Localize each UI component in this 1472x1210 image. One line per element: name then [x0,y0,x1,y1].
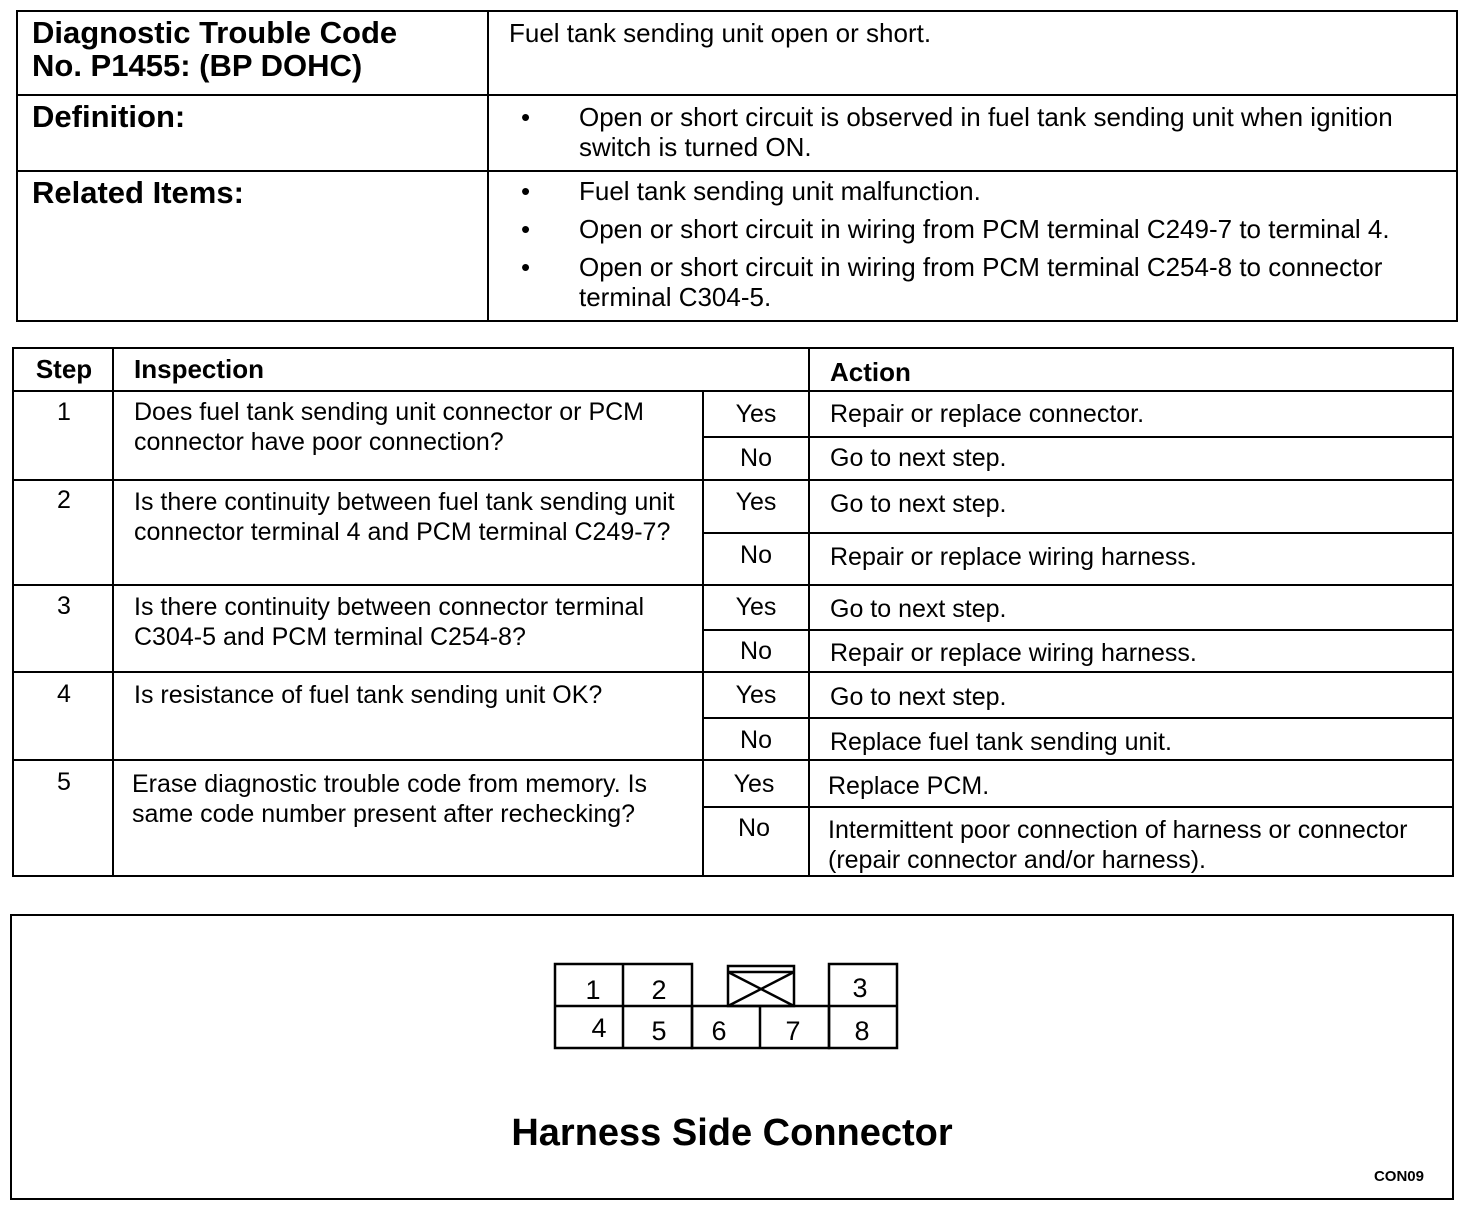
dtc-label-line2: No. P1455: (BP DOHC) [32,48,363,83]
related-items-label: Related Items: [18,172,489,320]
related-item [509,214,1456,244]
step-inspection: Is there continuity between connector terminal C304-5 and PCM terminal C254-8? [134,593,644,651]
step-inspection: Does fuel tank sending unit connector or PCM connector have poor connection? [134,398,644,456]
dtc-info-table [16,10,1458,322]
pin-6: 6 [711,1016,727,1046]
dtc-label-line1: Diagnostic Trouble Code [32,15,398,50]
no-label: No [740,637,772,665]
row-divider [14,584,1452,586]
yes-action: Go to next step. [830,490,1007,518]
yes-no-divider [704,436,1452,438]
yes-no-divider [704,532,1452,534]
yes-action: Go to next step. [830,683,1007,711]
step-inspection: Is resistance of fuel tank sending unit OK? [134,681,603,709]
dtc-row [18,12,1456,96]
related-item-text: Open or short circuit in wiring from PCM terminal C249-7 to terminal 4. [579,214,1390,244]
pin-2: 2 [651,975,667,1005]
header-divider [14,390,1452,392]
related-item-text: Open or short circuit in wiring from PCM terminal C254-8 to connector terminal C304-5. [579,252,1383,312]
no-action: Go to next step. [830,444,1007,472]
no-action: Repair or replace wiring harness. [830,543,1197,571]
step-inspection: Is there continuity between fuel tank sending unit connector terminal 4 and PCM terminal C249-7? [134,488,675,546]
yes-label: Yes [733,770,775,798]
related-item [509,176,1456,206]
step-number: 5 [57,768,71,796]
definition-value [489,96,1456,170]
step-number: 1 [57,398,71,426]
header-inspection: Inspection [134,354,265,384]
bullet-icon: • [521,252,531,282]
pin-1: 1 [585,975,601,1005]
header-step: Step [35,354,93,384]
yes-action: Repair or replace connector. [830,400,1145,428]
column-divider [808,349,810,875]
step-number: 3 [57,592,71,620]
diagram-code: CON09 [1373,1168,1424,1185]
no-label: No [740,541,772,569]
inspection-steps-table [12,347,1454,877]
connector-diagram [10,914,1454,1200]
pin-8: 8 [854,1016,870,1046]
yes-action: Replace PCM. [828,772,990,800]
no-action: Replace fuel tank sending unit. [830,728,1172,756]
no-label: No [740,444,772,472]
bullet-icon: • [521,214,531,244]
header-action: Action [830,357,911,387]
yes-no-divider [704,806,1452,808]
row-divider [14,671,1452,673]
bullet-icon: • [521,102,531,132]
yes-no-divider [704,717,1452,719]
definition-label: Definition: [18,96,489,170]
row-divider [14,479,1452,481]
pin-4: 4 [591,1013,607,1043]
related-item [509,252,1456,312]
diagram-title: Harness Side Connector [511,1112,953,1154]
pin-7: 7 [785,1016,801,1046]
yes-label: Yes [735,681,777,709]
dtc-label [18,12,489,94]
no-action: Repair or replace wiring harness. [830,639,1197,667]
dtc-value: Fuel tank sending unit open or short. [509,18,932,48]
yes-no-divider [704,629,1452,631]
yes-label: Yes [735,593,777,621]
related-items-value [489,172,1456,320]
step-inspection: Erase diagnostic trouble code from memory. Is same code number present after rechecking? [132,770,648,828]
related-item-text: Fuel tank sending unit malfunction. [579,176,981,206]
pin-5: 5 [651,1016,667,1046]
bullet-icon: • [521,176,531,206]
related-items-row [18,172,1456,320]
step-number: 2 [57,486,71,514]
no-label: No [738,814,770,842]
yes-action: Go to next step. [830,595,1007,623]
pin-3: 3 [852,973,868,1003]
row-divider [14,759,1452,761]
no-label: No [740,726,772,754]
yes-label: Yes [735,488,777,516]
definition-item [509,102,1456,162]
definition-item-text: Open or short circuit is observed in fuel tank sending unit when ignition switch is turned ON. [579,102,1393,162]
no-action: Intermittent poor connection of harness or connector (repair connector and/or harness). [828,816,1408,874]
step-number: 4 [57,680,71,708]
definition-row [18,96,1456,172]
yes-label: Yes [735,400,777,428]
